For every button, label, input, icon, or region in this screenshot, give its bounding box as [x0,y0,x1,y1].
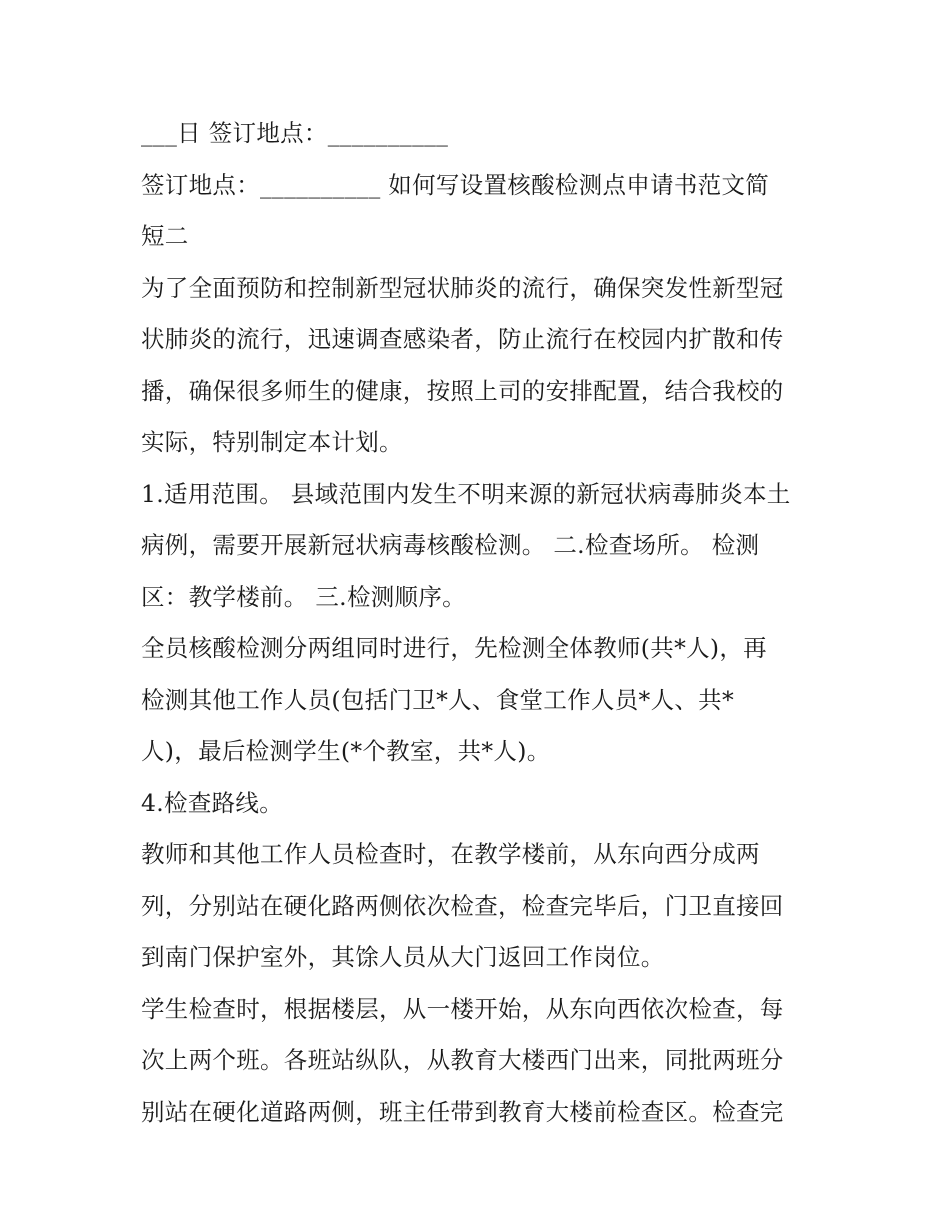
text-line-5: 状肺炎的流行，迅速调查感染者，防止流行在校园内扩散和传 [141,325,784,353]
text-line-12: 检测其他工作人员(包括门卫*人、食堂工作人员*人、共* [141,685,735,714]
text-line-2: 签订地点：__________ 如何写设置核酸检测点申请书范文简 [141,170,770,199]
text-line-6: 播，确保很多师生的健康，按照上司的安排配置，结合我校的 [141,376,784,405]
text-line-17: 到南门保护室外，其馀人员从大门返回工作岗位。 [141,943,665,971]
text-line-14: 4.检查路线。 [141,788,284,817]
text-line-18: 学生检查时，根据楼层，从一楼开始，从东向西依次检查，每 [141,994,784,1023]
text-line-1: ___日 签订地点：__________ [141,119,449,147]
text-line-10: 区：教学楼前。 三.检测顺序。 [141,582,466,611]
text-line-19: 次上两个班。各班站纵队，从教育大楼西门出来，同批两班分 [141,1046,784,1074]
text-line-20: 别站在硬化道路两侧，班主任带到教育大楼前检查区。检查完 [141,1097,784,1126]
document-page [141,108,813,1138]
text-line-13: 人)，最后检测学生(*个教室，共*人)。 [141,737,551,765]
text-line-4: 为了全面预防和控制新型冠状肺炎的流行，确保突发性新型冠 [141,273,784,302]
text-line-3: 短二 [141,222,189,250]
text-line-8: 1.适用范围。 县域范围内发生不明来源的新冠状病毒肺炎本土 [141,479,791,508]
text-line-9: 病例，需要开展新冠状病毒核酸检测。 二.检查场所。 检测 [141,531,760,559]
text-line-15: 教师和其他工作人员检查时，在教学楼前，从东向西分成两 [141,840,760,868]
text-line-7: 实际，特别制定本计划。 [141,428,403,456]
text-line-11: 全员核酸检测分两组同时进行，先检测全体教师(共*人)，再 [141,634,767,662]
text-line-16: 列，分别站在硬化路两侧依次检查，检查完毕后，门卫直接回 [141,891,784,920]
